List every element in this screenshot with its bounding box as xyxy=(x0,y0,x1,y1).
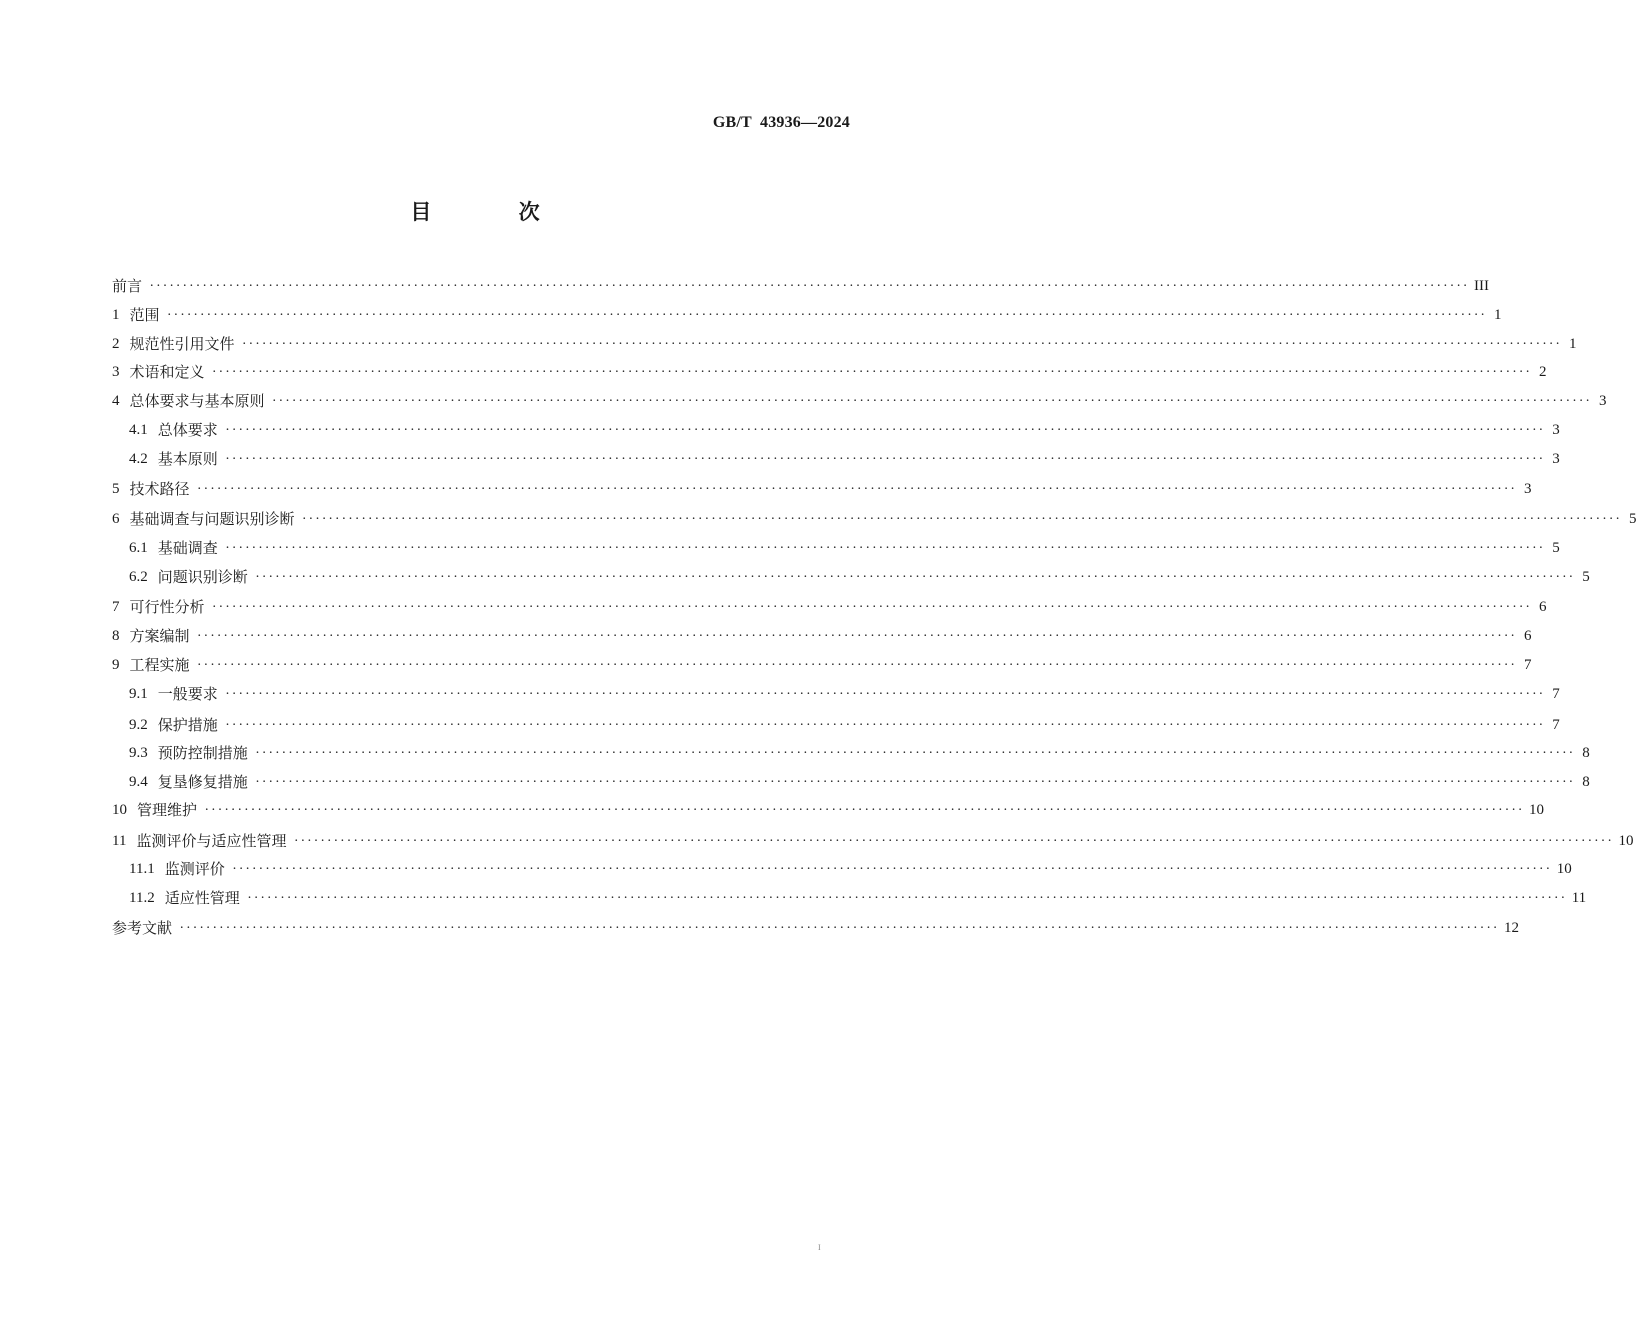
toc-entry[interactable] xyxy=(112,473,1532,499)
toc-entry-number: 3 xyxy=(112,364,120,380)
toc-entry-number: 9.3 xyxy=(129,745,148,761)
standard-code: GB/T 43936—2024 xyxy=(712,114,850,131)
toc-entry-label: 工程实施 xyxy=(129,656,190,674)
toc-entry[interactable] xyxy=(129,882,1587,908)
dot-leader: ........................................................................................................................................................................................................ xyxy=(247,887,1568,902)
dot-leader: ........................................................................................................................................................................................................ xyxy=(225,448,1546,463)
toc-entry-number: 9.1 xyxy=(129,686,148,702)
toc-entry[interactable] xyxy=(112,591,1547,617)
toc-entry[interactable] xyxy=(129,678,1560,704)
toc-entry-number: 6.1 xyxy=(129,540,148,556)
toc-entry-label: 一般要求 xyxy=(157,685,218,703)
toc-entry-label: 总体要求 xyxy=(157,421,218,439)
toc-entry-number: 4.2 xyxy=(129,451,148,467)
toc-entry[interactable] xyxy=(112,270,1490,296)
toc-entry[interactable] xyxy=(112,649,1532,675)
toc-entry-label: 问题识别诊断 xyxy=(157,568,248,586)
toc-entry[interactable] xyxy=(112,794,1545,820)
toc-entry[interactable] xyxy=(129,532,1560,558)
toc-entry-page: 10 xyxy=(1618,833,1634,849)
toc-entry[interactable] xyxy=(129,766,1590,792)
toc-entry-label: 技术路径 xyxy=(129,480,190,498)
toc-entry-page: 3 xyxy=(1552,422,1560,438)
toc-entry-page: 2 xyxy=(1539,364,1547,380)
dot-leader: ........................................................................................................................................................................................................ xyxy=(294,830,1615,845)
toc-entry[interactable] xyxy=(112,299,1502,325)
toc-entry[interactable] xyxy=(112,825,1634,851)
toc-entry-page: 5 xyxy=(1629,511,1637,527)
toc-entry-label: 总体要求与基本原则 xyxy=(129,392,265,410)
toc-entry-label: 方案编制 xyxy=(129,627,190,645)
toc-entry-page: 7 xyxy=(1552,686,1560,702)
page-number: I xyxy=(818,1243,821,1252)
toc-entry[interactable] xyxy=(112,620,1532,646)
toc-entry-label: 规范性引用文件 xyxy=(129,335,235,353)
toc-entry-label: 预防控制措施 xyxy=(157,744,248,762)
dot-leader: ........................................................................................................................................................................................................ xyxy=(197,625,1518,640)
toc-entry-label: 术语和定义 xyxy=(129,363,205,381)
toc-entry-page: 1 xyxy=(1494,307,1502,323)
dot-leader: ........................................................................................................................................................................................................ xyxy=(205,799,1526,814)
toc-entry-page: 3 xyxy=(1524,481,1532,497)
dot-leader: ........................................................................................................................................................................................................ xyxy=(212,596,1533,611)
toc-entry-page: 3 xyxy=(1599,393,1607,409)
toc-entry-page: 1 xyxy=(1569,336,1577,352)
toc-entry[interactable] xyxy=(129,853,1572,879)
toc-entry-page: 8 xyxy=(1582,774,1590,790)
toc-entry-number: 11.1 xyxy=(129,861,155,877)
toc-entry-label: 基本原则 xyxy=(157,450,218,468)
toc-entry-label: 管理维护 xyxy=(137,801,198,819)
toc-entry-page: 6 xyxy=(1524,628,1532,644)
dot-leader: ........................................................................................................................................................................................................ xyxy=(197,654,1518,669)
toc-entry-number: 6.2 xyxy=(129,569,148,585)
dot-leader: ........................................................................................................................................................................................................ xyxy=(255,742,1576,757)
toc-entry-number: 7 xyxy=(112,599,120,615)
dot-leader: ........................................................................................................................................................................................................ xyxy=(225,537,1546,552)
dot-leader: ........................................................................................................................................................................................................ xyxy=(242,333,1563,348)
toc-entry-label: 保护措施 xyxy=(157,716,218,734)
toc-entry[interactable] xyxy=(112,912,1520,938)
toc-entry-page: III xyxy=(1474,278,1490,294)
toc-entry-page: 3 xyxy=(1552,451,1560,467)
toc-entry-label: 范围 xyxy=(129,306,160,324)
dot-leader: ........................................................................................................................................................................................................ xyxy=(272,390,1593,405)
toc-entry[interactable] xyxy=(129,561,1590,587)
toc-entry-label: 基础调查 xyxy=(157,539,218,557)
toc-title: 目 次 xyxy=(410,200,580,224)
toc-entry-page: 5 xyxy=(1582,569,1590,585)
toc-entry-number: 6 xyxy=(112,511,120,527)
toc-entry[interactable] xyxy=(129,737,1590,763)
dot-leader: ........................................................................................................................................................................................................ xyxy=(167,304,1488,319)
toc-entry-number: 9.4 xyxy=(129,774,148,790)
toc-entry-number: 9 xyxy=(112,657,120,673)
dot-leader: ........................................................................................................................................................................................................ xyxy=(180,917,1501,932)
dot-leader: ........................................................................................................................................................................................................ xyxy=(255,566,1576,581)
toc-entry-number: 2 xyxy=(112,336,120,352)
dot-leader: ........................................................................................................................................................................................................ xyxy=(225,419,1546,434)
toc-entry-number: 8 xyxy=(112,628,120,644)
toc-entry-label: 参考文献 xyxy=(112,919,173,937)
toc-entry[interactable] xyxy=(129,414,1560,440)
dot-leader: ........................................................................................................................................................................................................ xyxy=(225,683,1546,698)
toc-entry-label: 可行性分析 xyxy=(129,598,205,616)
toc-entry-page: 12 xyxy=(1504,920,1520,936)
toc-entry-number: 4 xyxy=(112,393,120,409)
toc-entry-page: 10 xyxy=(1529,802,1545,818)
toc-entry-label: 基础调查与问题识别诊断 xyxy=(129,510,295,528)
toc-entry-label: 适应性管理 xyxy=(164,889,240,907)
toc-entry-number: 11.2 xyxy=(129,890,155,906)
toc-entry[interactable] xyxy=(112,356,1547,382)
toc-entry-number: 9.2 xyxy=(129,717,148,733)
dot-leader: ........................................................................................................................................................................................................ xyxy=(150,275,1471,290)
dot-leader: ........................................................................................................................................................................................................ xyxy=(212,361,1533,376)
toc-entry-page: 7 xyxy=(1524,657,1532,673)
toc-entry[interactable] xyxy=(129,709,1560,735)
toc-entry[interactable] xyxy=(112,328,1577,354)
toc-entry[interactable] xyxy=(129,443,1560,469)
toc-entry-number: 4.1 xyxy=(129,422,148,438)
dot-leader: ........................................................................................................................................................................................................ xyxy=(302,508,1623,523)
toc-entry[interactable] xyxy=(112,385,1607,411)
toc-entry-label: 前言 xyxy=(112,277,143,295)
toc-entry-label: 监测评价 xyxy=(164,860,225,878)
dot-leader: ........................................................................................................................................................................................................ xyxy=(255,771,1576,786)
dot-leader: ........................................................................................................................................................................................................ xyxy=(232,858,1553,873)
toc-entry-page: 6 xyxy=(1539,599,1547,615)
toc-entry-page: 10 xyxy=(1556,861,1572,877)
toc-entry-page: 11 xyxy=(1571,890,1587,906)
toc-entry-number: 1 xyxy=(112,307,120,323)
toc-entry-page: 8 xyxy=(1582,745,1590,761)
toc-entry-number: 10 xyxy=(112,802,127,818)
toc-entry-label: 监测评价与适应性管理 xyxy=(136,832,287,850)
dot-leader: ........................................................................................................................................................................................................ xyxy=(197,478,1518,493)
dot-leader: ........................................................................................................................................................................................................ xyxy=(225,714,1546,729)
toc-entry-number: 11 xyxy=(112,833,127,849)
toc-entry-number: 5 xyxy=(112,481,120,497)
toc-entry-page: 5 xyxy=(1552,540,1560,556)
toc-entry[interactable] xyxy=(112,503,1637,529)
toc-entry-page: 7 xyxy=(1552,717,1560,733)
toc-entry-label: 复垦修复措施 xyxy=(157,773,248,791)
